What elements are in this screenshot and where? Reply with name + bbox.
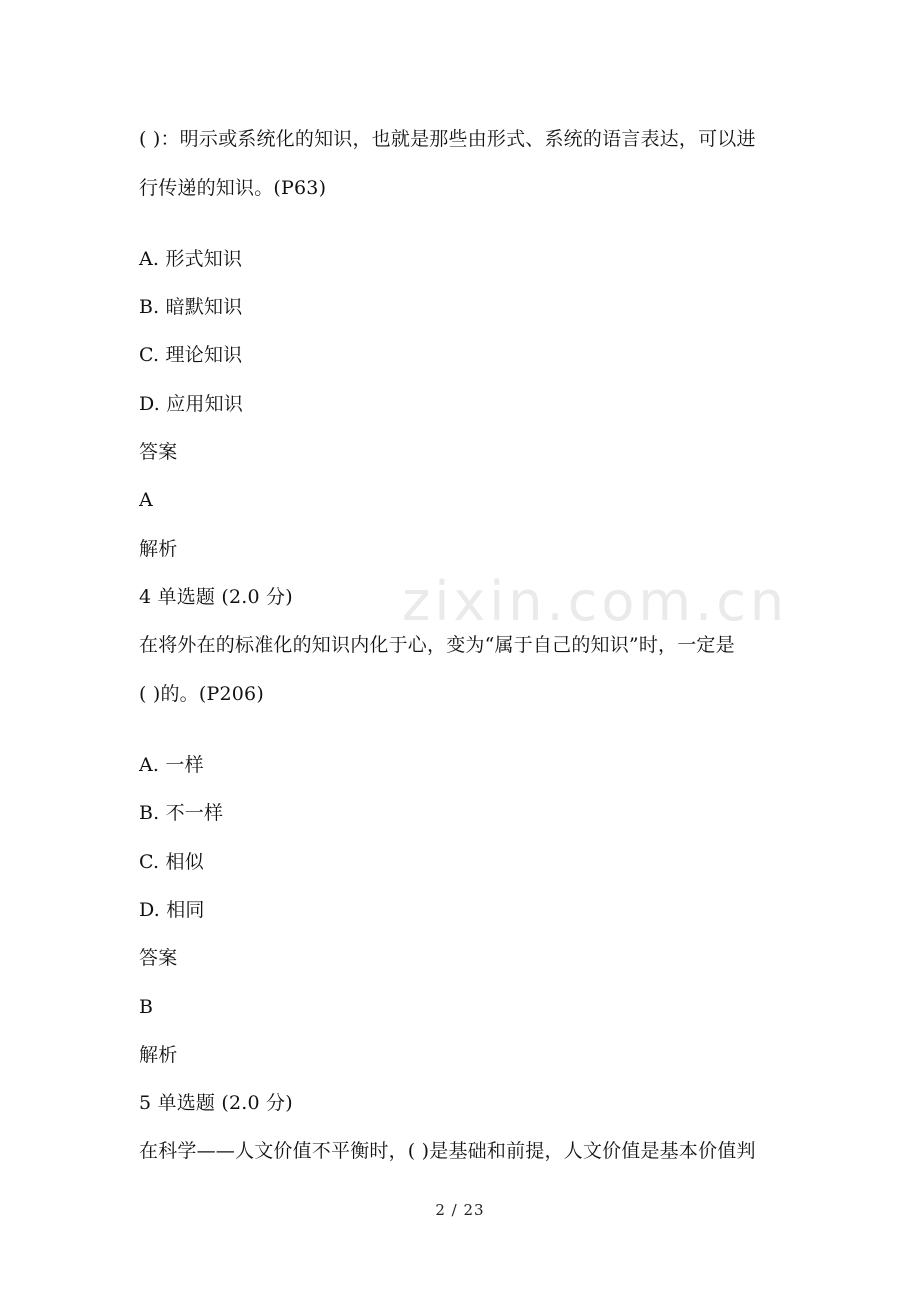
q5-header: 5 单选题 (2.0 分) [139, 1092, 293, 1114]
q4-option-b: B. 不一样 [139, 802, 224, 824]
q4-stem-line1: 在将外在的标准化的知识内化于心，变为“属于自己的知识”时，一定是 [139, 634, 735, 656]
q3-stem-line2: 行传递的知识。(P63) [139, 177, 327, 199]
q3-answer-value: A [139, 489, 153, 511]
q3-option-a: A. 形式知识 [139, 248, 243, 270]
q4-stem-line2: ( )的。(P206) [139, 683, 264, 705]
q4-analysis-label: 解析 [139, 1044, 178, 1066]
q3-option-b: B. 暗默知识 [139, 296, 243, 318]
q3-stem-line1: ( )：明示或系统化的知识，也就是那些由形式、系统的语言表达，可以进 [139, 128, 756, 150]
q4-option-d: D. 相同 [139, 899, 205, 921]
q3-analysis-label: 解析 [139, 538, 178, 560]
q4-option-c: C. 相似 [139, 851, 204, 873]
q3-answer-label: 答案 [139, 441, 178, 463]
page-number: 2 / 23 [435, 1201, 485, 1219]
q5-stem-line1: 在科学——人文价值不平衡时，( )是基础和前提，人文价值是基本价值判 [139, 1140, 756, 1162]
q3-option-d: D. 应用知识 [139, 393, 244, 415]
q3-option-c: C. 理论知识 [139, 344, 243, 366]
watermark-text: zixin.com.cn [402, 570, 789, 633]
q4-header: 4 单选题 (2.0 分) [139, 586, 293, 608]
q4-option-a: A. 一样 [139, 754, 204, 776]
q4-answer-value: B [139, 996, 154, 1018]
q4-answer-label: 答案 [139, 947, 178, 969]
